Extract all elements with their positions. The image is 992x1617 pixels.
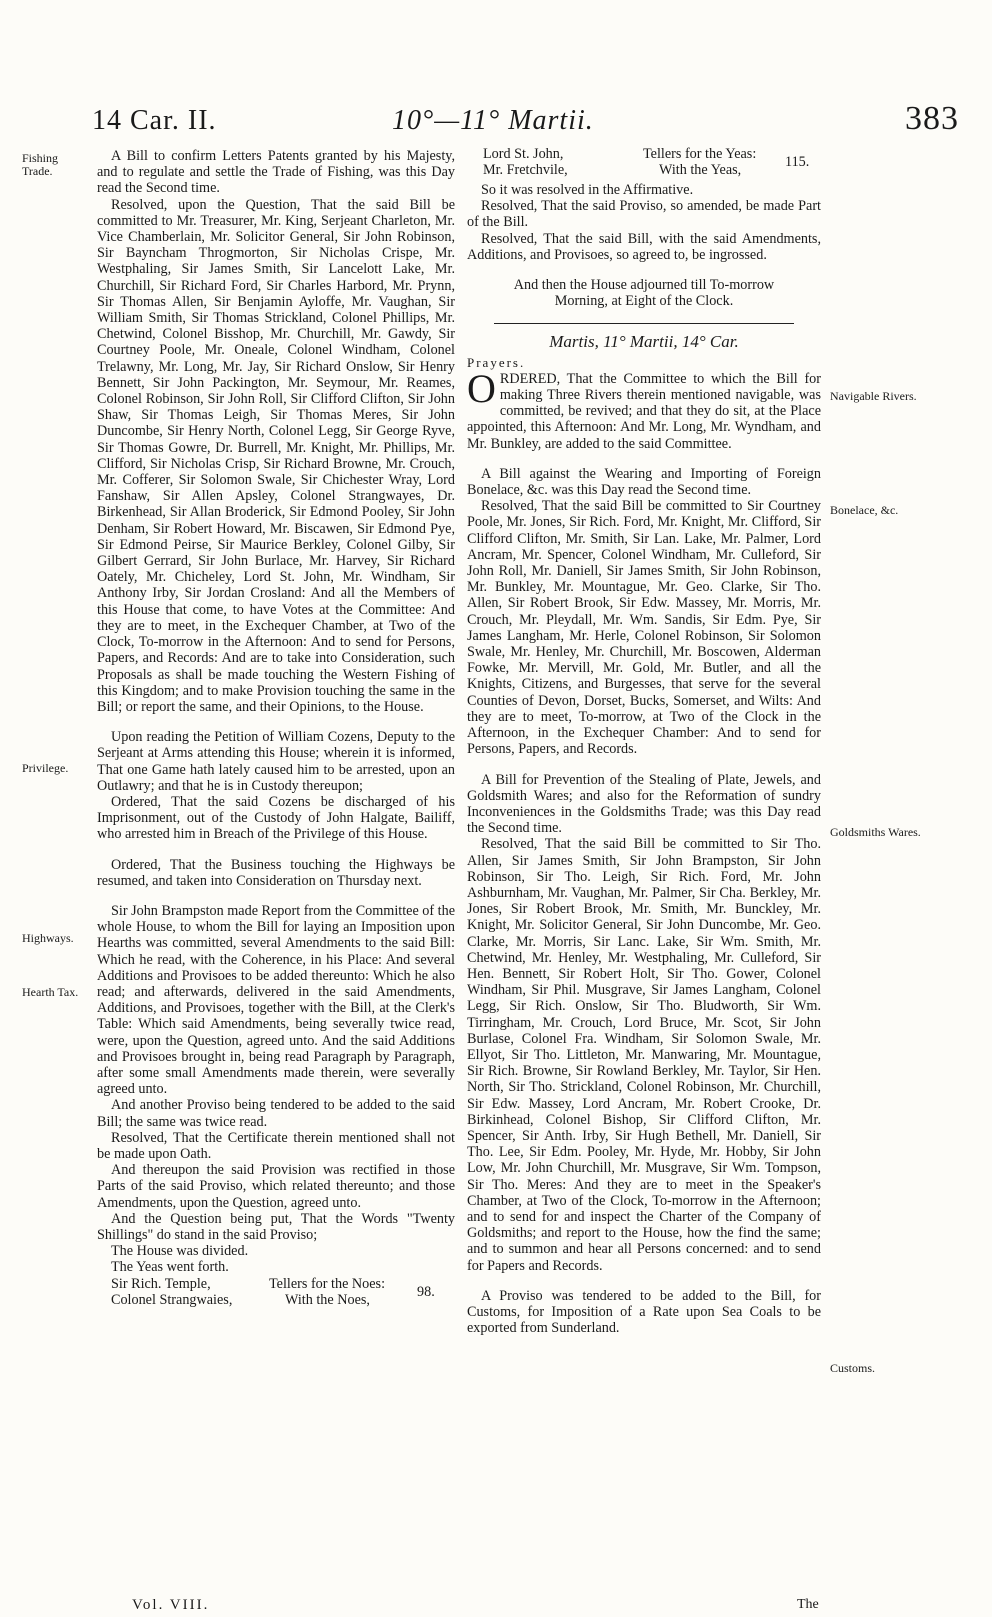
margin-note-goldsmiths: Goldsmiths Wares. <box>830 825 921 839</box>
teller-count: 115. <box>785 154 810 170</box>
margin-note-customs: Customs. <box>830 1361 876 1375</box>
paragraph-customs-proviso: A Proviso was tendered to be added to the Bill, for Customs, for Imposition of a Rate upon Sea Coals to be exported from Sunderland. <box>467 1287 821 1337</box>
volume-footer: Vol. VIII. <box>132 1597 210 1613</box>
paragraph-provision-rectified: And thereupon the said Provision was rectified in those Parts of the said Proviso, which related thereunto; and those Amendments, upon the Question, agreed unto. <box>97 1162 455 1211</box>
prayers-heading: Prayers. <box>467 354 526 370</box>
running-head-date: 10°—11° Martii. <box>392 105 594 136</box>
paragraph-bonelace-committee: Resolved, That the said Bill be committed to Sir Courtney Poole, Mr. Jones, Sir Rich. Ford, Mr. Knight, Mr. Clifford, Sir Clifford Clifton, Mr. Smith, Sir Lan. Lake, Mr. Palmer, Lord Ancram, Mr. Spencer, Colonel Windham, Mr. Culleford, Sir John Roll, Mr. Daniell, Sir James Smith, Sir John Robinson, Mr. Bunkley, Mr. Mountague, Mr. Geo. Clarke, Sir Tho. Allen, Sir Robert Brook, Sir Edw. Massey, Mr. Morris, Mr. Crouch, Mr. Pleydall, Mr. Wm. Sandis, Sir Edm. Pye, Sir James Langham, Mr. Herle, Colonel Robinson, Sir Solomon Swale, Mr. Henley, Mr. Churchill, Mr. Boscowen, Alderman Fowke, Mr. Mervill, Mr. Gold, Mr. Butler, and all the Knights, Citizens, and Burgesses, that serve for the several Counties of Devon, Dorset, Bucks, Somerset, and Wilts: And they are to meet, To-morrow, at Two of the Clock in the Afternoon, in the Exchequer Chamber: And to send for Persons, Papers, and Records. <box>467 498 821 758</box>
catchword: The <box>797 1597 819 1612</box>
paragraph-goldsmiths-bill: A Bill for Prevention of the Stealing of Plate, Jewels, and Goldsmith Wares; and also for the Reformation of sundry Inconveniences in the Goldsmiths Trade; was this Day read the Second time. <box>467 771 821 837</box>
paragraph-yeas-forth: The Yeas went forth. <box>111 1259 229 1276</box>
teller-label: Tellers for the Noes: <box>269 1275 386 1292</box>
paragraph-ingrossed: Resolved, That the said Bill, with the said Amendments, Additions, and Provisoes, so agreed to, be ingrossed. <box>467 230 821 263</box>
margin-note-highways: Highways. <box>22 931 74 945</box>
drop-cap: O <box>467 365 496 411</box>
teller-name: Colonel Strangwaies, <box>111 1291 233 1308</box>
paragraph-house-divided: The House was divided. <box>111 1243 249 1260</box>
margin-note-hearth-tax: Hearth Tax. <box>22 985 79 999</box>
paragraph-bonelace-bill: A Bill against the Wearing and Importing of Foreign Bonelace, &c. was this Day read the Second time. <box>467 465 821 499</box>
paragraph-affirmative: So it was resolved in the Affirmative. <box>481 182 694 198</box>
teller-count: 98. <box>417 1283 435 1300</box>
paragraph-certificate-oath: Resolved, That the Certificate therein mentioned shall not be made upon Oath. <box>97 1129 455 1162</box>
teller-name: Mr. Fretchvile, <box>483 162 568 178</box>
margin-note-bonelace: Bonelace, &c. <box>830 503 899 517</box>
tellers-yeas <box>467 146 821 182</box>
paragraph-fishing-committee: Resolved, upon the Question, That the said Bill be committed to Mr. Treasurer, Mr. King, Serjeant Charleton, Mr. Vice Chamberlain, Mr. Solicitor General, Sir John Robinson, Sir Bayncham Throgmorton, Sir Nicholas Crispe, Mr. Westphaling, Sir James Smith, Sir Lancelott Lake, Mr. Churchill, Sir Richard Ford, Sir Charles Harbord, Mr. Prynn, Sir Thomas Allen, Sir Benjamin Ayloffe, Mr. Vaughan, Sir William Smith, Sir Thomas Strickland, Colonel Phillips, Mr. Chetwind, Colonel Bisshop, Mr. Churchill, Mr. Gawdy, Sir Courtney Poole, Mr. Oneale, Colonel Windham, Colonel Trelawny, Mr. Long, Mr. Jay, Sir Richard Onslow, Sir Henry Bennett, Sir John Packington, Mr. Seymour, Mr. Reames, Colonel Robinson, Sir John Roll, Sir Clifford Clifton, Sir John Shaw, Sir Thomas Leigh, Sir Thomas Meres, Sir John Duncombe, Sir Henry North, Colonel Legg, Sir George Ryve, Sir Thomas Gowre, Dr. Burrell, Mr. Knight, Mr. Phillips, Mr. Clifford, Sir Nicholas Crisp, Sir Richard Browne, Mr. Crouch, Mr. Cofferer, Sir Solomon Swale, Sir Chichester Wray, Lord Fanshaw, Sir Allen Apsley, Colonel Strangwayes, Dr. Birkenhead, Sir Allan Broderick, Sir Edmond Pooley, Sir John Denham, Sir Robert Howard, Mr. Biscawen, Sir Edmond Pye, Sir Edmond Peirse, Sir Maurice Berkley, Colonel Gilby, Sir Gilbert Gerrard, Sir John Burlace, Mr. Harvey, Sir Richard Oately, Mr. Chicheley, Lord St. John, Mr. Windham, Sir Anthony Irby, Sir Jordan Crosland: And all the Members of this House that come, to have Votes at the Committee: And they are to meet, in the Exchequer Chamber, at Two of the Clock, To-morrow in the Afternoon: And to send for Persons, Papers, and Records: And are to take into Consideration, such Proposals as shall be made touching the Western Fishing of this Kingdom; and to make Provision touching the same in the Bill; or report the same, and their Opinions, to the House. <box>97 196 455 715</box>
paragraph-goldsmiths-committee: Resolved, That the said Bill be committed to Sir Tho. Allen, Sir James Smith, Sir John Brampston, Sir John Robinson, Sir Tho. Leigh, Sir Rich. Ford, Mr. John Ashburnham, Mr. Vaughan, Mr. Palmer, Sir Cha. Berkley, Mr. Jones, Sir Robert Brook, Mr. Smith, Mr. Bunckley, Mr. Knight, Mr. Solicitor General, Sir John Duncombe, Mr. Geo. Clarke, Mr. Morris, Sir Lanc. Lake, Sir Wm. Smith, Mr. Chetwind, Mr. Henley, Mr. Westphaling, Mr. Culleford, Sir Hen. Bennett, Sir Robert Holt, Sir Tho. Gower, Colonel Windham, Sir Phil. Musgrave, Sir James Langham, Colonel Legg, Sir Rich. Onslow, Sir Tho. Bludworth, Sir Wm. Tirringham, Mr. Crouch, Lord Bruce, Mr. Scot, Sir John Burlase, Colonel Fra. Windham, Sir Solomon Swale, Mr. Ellyot, Sir Tho. Littleton, Mr. Manwaring, Mr. Mountague, Sir Rich. Browne, Sir Rowland Berkley, Mr. Taylor, Sir Hen. North, Sir Tho. Strickland, Colonel Robinson, Mr. Churchill, Sir Edw. Massey, Lord Ancram, Mr. Robert Crooke, Dr. Birkinhead, Colonel Bishop, Sir Clifford Clifton, Mr. Spencer, Sir Anth. Irby, Sir Hugh Bethell, Mr. Daniell, Sir Tho. Lee, Sir Edm. Pooley, Mr. Hyde, Mr. Hobby, Sir John Low, Mr. John Churchill, Mr. Musgrave, Sir Wm. Tompson, Sir Tho. Meres: And they are to meet in the Speaker's Chamber, at Two of the Clock, To-morrow in the Afternoon; and to send for and inspect the Charter of the Company of Goldsmiths; and report to the House, how the find the same; and to summon and hear all Persons concerned: and to send for Papers and Records. <box>467 836 821 1274</box>
paragraph-cozens-order: Ordered, That the said Cozens be discharged of his Imprisonment, out of the Custody of John Halgate, Bailiff, who arrested him in Breach of the Privilege of this House. <box>97 793 455 843</box>
session-heading: Martis, 11° Martii, 14° Car. <box>549 332 739 352</box>
paragraph-hearth-report: Sir John Brampston made Report from the Committee of the whole House, to whom the Bill for laying an Imposition upon Hearths was committed, several Amendments to the said Bill: Which he read, with the Coherence, in his Place: And several Additions and Provisoes to be added thereunto: Which he also read; and afterwards, delivered in the said Amendments, Additions, and Provisoes, together with the Bill, at the Clerk's Table: Which said Amendments, being severally twice read, were, upon the Question, agreed unto. And the said Additions and Provisoes brought in, being read Paragraph by Paragraph, after some small Amendments made therein, were severally agreed unto. <box>97 902 455 1098</box>
teller-label: With the Yeas, <box>659 162 742 178</box>
paragraph-proviso-part: Resolved, That the said Proviso, so amended, be made Part of the Bill. <box>467 198 821 231</box>
margin-note-navigable-rivers: Navigable Rivers. <box>830 389 917 403</box>
paragraph-fishing-bill: A Bill to confirm Letters Patents granted by his Majesty, and to regulate and settle the Trade of Fishing, was this Day read the Second time. <box>97 148 455 197</box>
teller-name: Lord St. John, <box>483 146 564 162</box>
teller-label: With the Noes, <box>285 1291 370 1308</box>
paragraph-twenty-shillings: And the Question being put, That the Words "Twenty Shillings" do stand in the said Proviso; <box>97 1210 455 1243</box>
section-divider <box>494 323 794 324</box>
paragraph-navigable-text: RDERED, That the Committee to which the Bill for making Three Rivers therein mentioned navigable, was committed, be revived; and that they do sit, at the Place appointed, this Afternoon: And Mr. Long, Mr. Wyndham, and Mr. Bunkley, are added to the said Committee. <box>467 370 821 452</box>
page-number: 383 <box>905 100 959 137</box>
paragraph-proviso-tendered: And another Proviso being tendered to be added to the said Bill; the same was twice read. <box>97 1097 455 1130</box>
right-column <box>467 146 821 1336</box>
teller-label: Tellers for the Yeas: <box>643 146 757 162</box>
margin-note-privilege: Privilege. <box>22 761 69 775</box>
paragraph-highways: Ordered, That the Business touching the Highways be resumed, and taken into Consideration on Thursday next. <box>97 856 455 889</box>
paragraph-navigable-rivers <box>467 365 821 452</box>
paragraph-cozens-petition: Upon reading the Petition of William Cozens, Deputy to the Serjeant at Arms attending this House; wherein it is informed, That one Game hath lately caused him to be arrested, upon an Outlawry; and that he is in Custody thereupon; <box>97 729 455 794</box>
left-column <box>97 148 455 1312</box>
paragraph-adjourned: And then the House adjourned till To-morrow Morning, at Eight of the Clock. <box>513 277 775 310</box>
margin-note-fishing: Fishing Trade. <box>22 151 59 178</box>
teller-name: Sir Rich. Temple, <box>111 1275 211 1292</box>
running-head-regnal-year: 14 Car. II. <box>92 105 217 136</box>
tellers-noes <box>97 1276 455 1312</box>
